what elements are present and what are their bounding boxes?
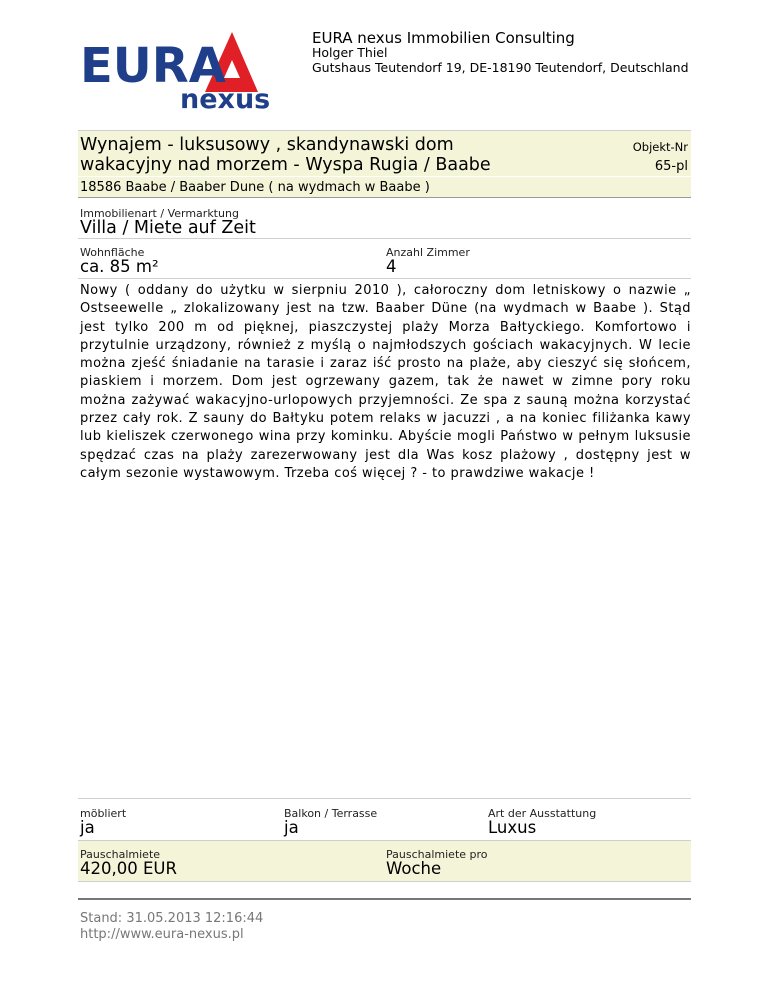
type-value: Villa / Miete auf Zeit xyxy=(80,218,256,238)
equipment-label: Art der Ausstattung xyxy=(488,807,597,820)
rent-value: 420,00 EUR xyxy=(80,859,177,878)
balcony-value: ja xyxy=(284,818,299,837)
footer-stand: Stand: 31.05.2013 12:16:44 xyxy=(80,911,264,926)
objekt-nr-value: 65-pl xyxy=(654,159,688,174)
rooms-value: 4 xyxy=(386,257,397,276)
rent-per-label: Pauschalmiete pro xyxy=(386,848,488,861)
divider xyxy=(78,238,691,239)
furnished-value: ja xyxy=(80,818,95,837)
equipment-value: Luxus xyxy=(488,818,537,837)
contact-address: Gutshaus Teutendorf 19, DE-18190 Teutendorf, Deutschland xyxy=(312,60,689,75)
furnished-label: möbliert xyxy=(80,807,127,820)
listing-description: Nowy ( oddany do użytku w sierpniu 2010 ), całoroczny dom letniskowy o nazwie „ Ostseewelle „ zlokalizowany jest na tzw. Baaber Düne (na wydmach w Baabe ). Stąd jest tylko 200 m od pięknej, piaszczystej plaży Morza Bałtyckiego. Komfortowo i przytulnie urządzony, również z myślą o najmłodszych gościach wakacyjnych. W lecie można zjeść śniadanie na tarasie i zaraz iść prosto na plaże, aby cieszyć się słońcem, piaskiem i morzem. Dom jest ogrzewany gazem, tak że nawet w zimne pory roku można zażywać wakacyjno-urlopowych przyjemności. Ze spa z sauną można korzystać przez cały rok. Z sauny do Bałtyku potem relaks w jacuzzi , a na koniec filiżanka kawy lub kieliszek czerwonego wina przy kominku. Abyście mogli Państwo w pełnym luksusie spędzać czas na plaży zarezerwowany jest dla Was kosz plażowy , dostępny jest w całym sezonie wystawowym. Trzeba coś więcej ? - to prawdziwe wakacje ! xyxy=(80,283,691,481)
listing-title: Wynajem - luksusowy , skandynawski dom wakacyjny nad morzem - Wyspa Rugia / Baabe xyxy=(80,135,491,175)
rooms-label: Anzahl Zimmer xyxy=(386,246,470,259)
logo-eura-text: EURA xyxy=(80,38,226,94)
divider xyxy=(78,798,691,799)
rent-label: Pauschalmiete xyxy=(80,848,161,861)
objekt-nr-label: Objekt-Nr xyxy=(632,140,688,154)
logo-nexus-text: nexus xyxy=(180,84,271,112)
company-name: EURA nexus Immobilien Consulting xyxy=(312,29,575,47)
footer-url[interactable]: http://www.eura-nexus.pl xyxy=(80,927,244,942)
rent-per-value: Woche xyxy=(386,859,442,878)
contact-name: Holger Thiel xyxy=(312,45,388,60)
listing-location: 18586 Baabe / Baaber Dune ( na wydmach w Baabe ) xyxy=(80,180,430,195)
footer-divider xyxy=(78,898,691,900)
divider xyxy=(78,278,691,279)
area-label: Wohnfläche xyxy=(80,246,145,259)
balcony-label: Balkon / Terrasse xyxy=(284,807,378,820)
type-label: Immobilienart / Vermarktung xyxy=(80,207,239,220)
footer xyxy=(80,911,263,943)
eura-nexus-logo xyxy=(80,30,300,112)
area-value: ca. 85 m² xyxy=(80,257,159,276)
